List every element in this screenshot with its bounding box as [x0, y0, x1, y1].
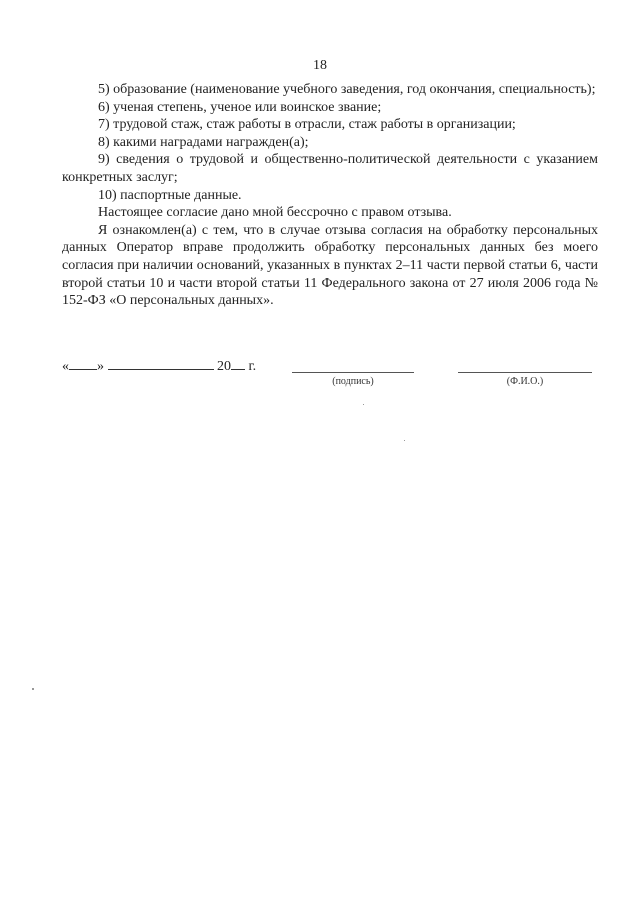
year-prefix: 20 [217, 359, 231, 374]
name-line [458, 372, 592, 373]
month-blank [108, 357, 214, 370]
year-blank [231, 357, 245, 370]
paragraph-withdrawal-notice: Я ознакомлен(а) с тем, что в случае отзыва согласия на обработку персональных данных Оператор вправе продолжить обработку персональных данных без моего согласия при наличии оснований, указанных в пунктах 2–11 части первой статьи 6, части второй статьи 10 и части второй статьи 11 Федерального закона от 27 июля 2006 года № 152-ФЗ «О персональных данных». [62, 222, 598, 309]
paragraph-education: 5) образование (наименование учебного заведения, год окончания, специальность); [98, 82, 596, 97]
paragraph-passport: 10) паспортные данные. [98, 187, 242, 203]
page-number: 18 [313, 58, 327, 73]
date-open-quote: « [62, 359, 69, 374]
scan-speck [363, 404, 364, 405]
date-close-quote: » [97, 359, 104, 374]
scan-speck [404, 440, 405, 441]
date-field [62, 357, 256, 375]
paragraph-awards: 8) какими наградами награжден(а); [98, 134, 309, 150]
paragraph-work-experience: 7) трудовой стаж, стаж работы в отрасли, стаж работы в организации; [98, 117, 516, 133]
name-caption: (Ф.И.О.) [506, 376, 544, 387]
paragraph-degree: 6) ученая степень, ученое или воинское звание; [98, 99, 382, 115]
day-blank [69, 357, 97, 370]
consent-text [62, 81, 598, 310]
scan-speck [32, 688, 34, 690]
year-suffix: г. [248, 359, 257, 374]
signature-caption: (подпись) [332, 376, 374, 387]
signature-row [62, 357, 602, 397]
paragraph-activity: 9) сведения о трудовой и общественно-политической деятельности с указанием конкретных заслуг; [62, 152, 598, 185]
paragraph-consent-term: Настоящее согласие дано мной бессрочно с правом отзыва. [98, 205, 452, 221]
signature-line [292, 372, 414, 373]
